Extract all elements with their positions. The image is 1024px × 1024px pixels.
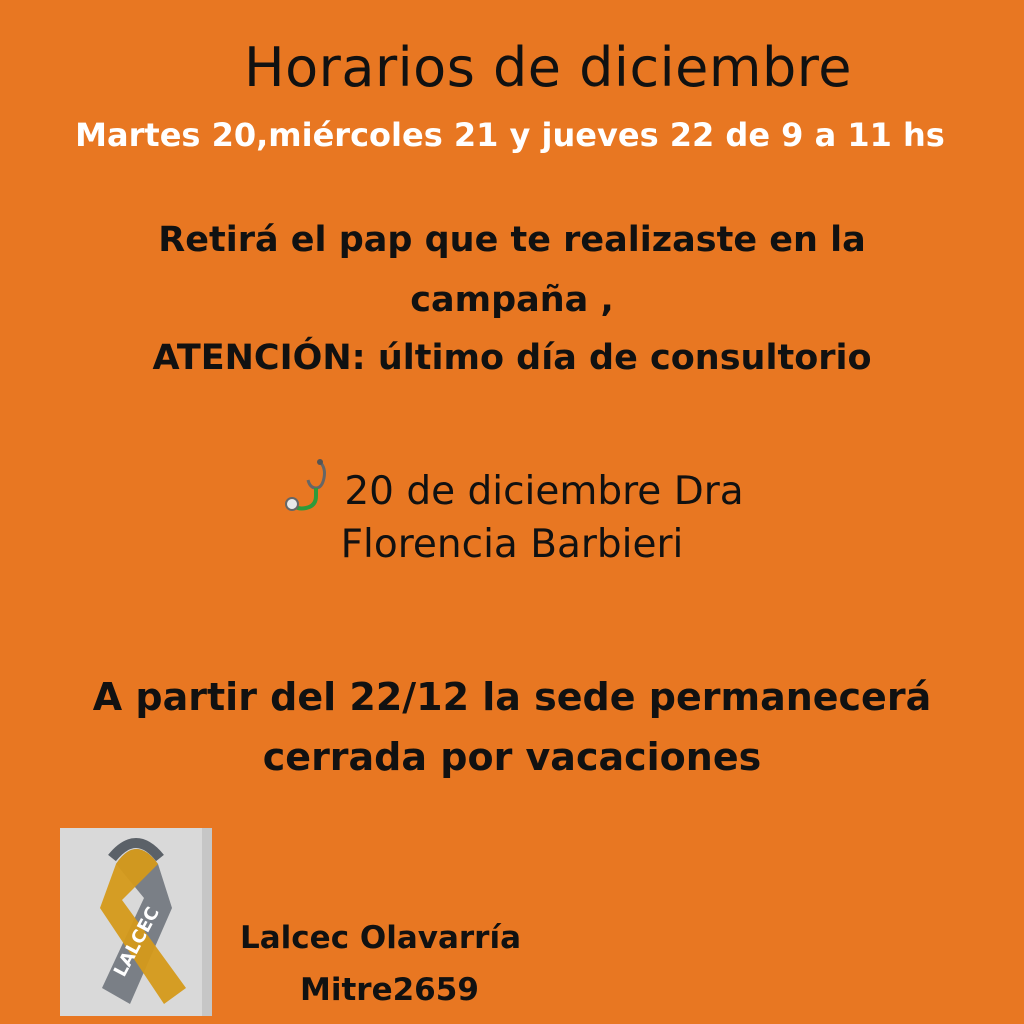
schedule-subtitle: Martes 20,miércoles 21 y jueves 22 de 9 a 11 hs bbox=[75, 116, 945, 154]
pap-notice-line-1: Retirá el pap que te realizaste en la bbox=[158, 220, 866, 260]
closing-notice-line-2: cerrada por vacaciones bbox=[262, 735, 762, 779]
logo-lettering: LALCEC bbox=[109, 903, 164, 981]
organization-name: Lalcec Olavarría bbox=[240, 920, 522, 956]
doctor-date-text: 20 de diciembre Dra bbox=[344, 468, 744, 514]
organization-address: Mitre2659 bbox=[300, 972, 479, 1008]
doctor-name: Florencia Barbieri bbox=[340, 522, 684, 567]
stethoscope-icon bbox=[280, 458, 332, 524]
closing-notice-line-1: A partir del 22/12 la sede permanecerá bbox=[92, 675, 932, 719]
page-title: Horarios de diciembre bbox=[244, 36, 852, 99]
pap-notice-line-2: campaña , bbox=[410, 280, 614, 320]
doctor-line-1 bbox=[0, 458, 1024, 524]
attention-notice: ATENCIÓN: último día de consultorio bbox=[152, 338, 872, 378]
lalcec-logo bbox=[60, 828, 212, 1016]
